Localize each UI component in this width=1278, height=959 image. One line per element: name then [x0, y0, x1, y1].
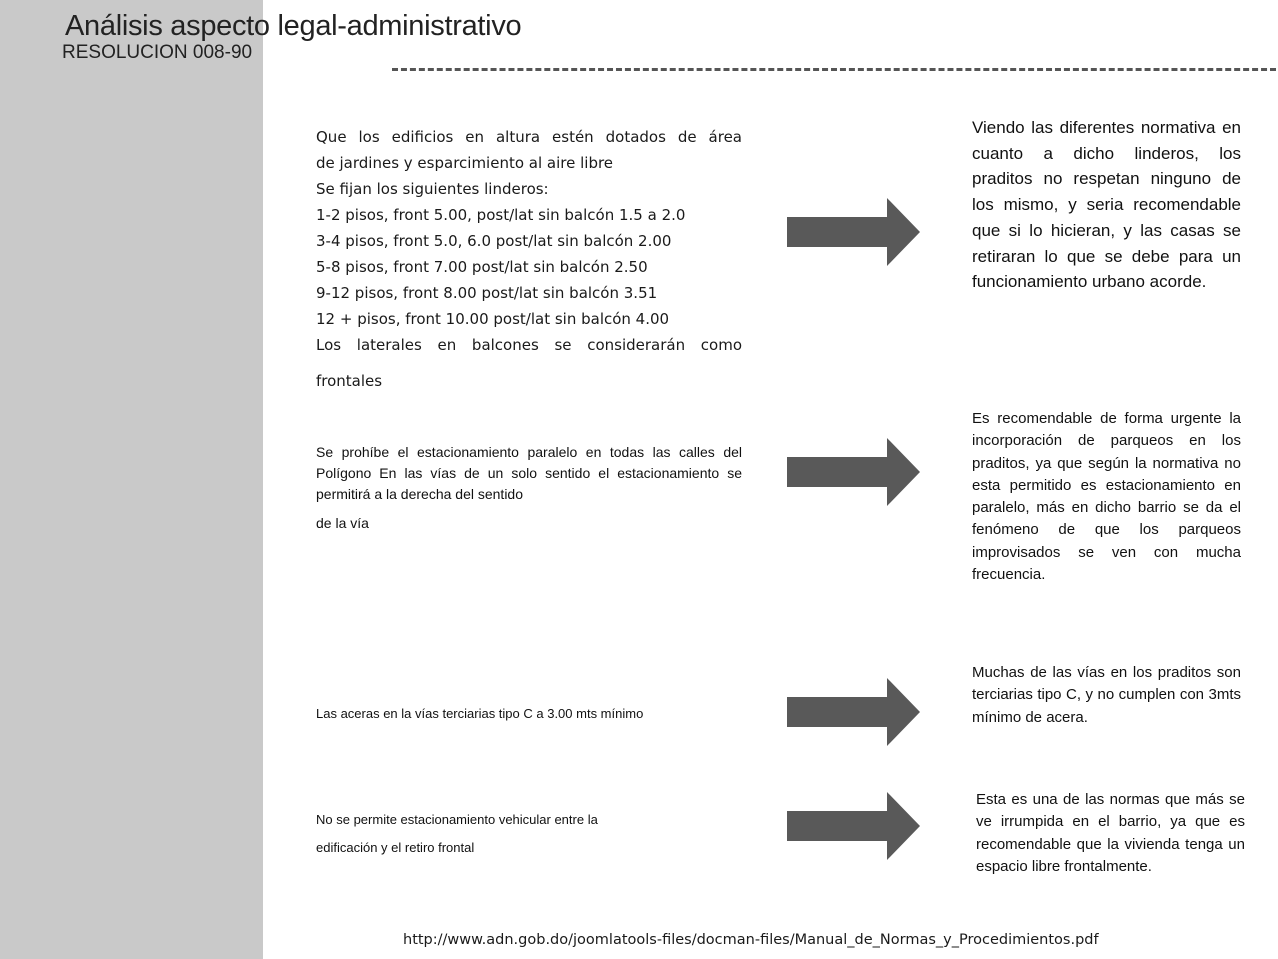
norm-estacionamiento-paralelo: [316, 442, 742, 534]
analysis-linderos: Viendo las diferentes normativa en cuanto a dicho linderos, los praditos no respetan ninguno de los mismo, y seria recomendable que si lo hicieran, y las casas se retiraran lo que se debe para un funcionamiento urbano acorde.: [972, 118, 1241, 292]
norm-text-end: de la vía: [316, 515, 369, 531]
analysis-parqueos: Es recomendable de forma urgente la incorporación de parqueos en los praditos, ya que según la normativa no esta permitido es estacionamiento en paralelo, más en dicho barrio se da el fenómeno de que los parqueos improvisados se ven con mucha frecuencia.: [972, 410, 1241, 584]
side-panel: [0, 0, 263, 959]
norm-retiro-frontal: [316, 806, 742, 862]
norm-line: 12 + pisos, front 10.00 post/lat sin balcón 4.00: [316, 310, 670, 328]
analysis-retiro-frontal: Esta es una de las normas que más se ve irrumpida en el barrio, ya que es recomendable que la vivienda tenga un espacio libre frontalmente.: [976, 791, 1245, 875]
page-subtitle: RESOLUCION 008-90: [62, 42, 253, 63]
norm-line: de jardines y esparcimiento al aire libre: [316, 154, 614, 172]
norm-linderos: [316, 124, 742, 394]
analysis-aceras: Muchas de las vías en los praditos son terciarias tipo C, y no cumplen con 3mts mínimo de acera.: [972, 664, 1241, 726]
source-link[interactable]: http://www.adn.gob.do/joomlatools-files/docman-files/Manual_de_Normas_y_Procedimientos.pdf: [403, 932, 1099, 948]
page-title: Análisis aspecto legal-administrativo: [65, 10, 522, 42]
norm-line: No se permite estacionamiento vehicular entre la: [316, 812, 598, 827]
norm-line: 3-4 pisos, front 5.0, 6.0 post/lat sin balcón 2.00: [316, 232, 672, 250]
norm-aceras: Las aceras en la vías terciarias tipo C a 3.00 mts mínimo: [316, 706, 644, 721]
norm-line: frontales: [316, 372, 383, 390]
right-arrow-icon: [787, 678, 920, 746]
norm-line: 5-8 pisos, front 7.00 post/lat sin balcón 2.50: [316, 258, 648, 276]
right-arrow-icon: [787, 198, 920, 266]
norm-line: Que los edificios en altura estén dotados de área: [316, 128, 742, 146]
right-arrow-icon: [787, 438, 920, 506]
right-arrow-icon: [787, 792, 920, 860]
norm-text: Se prohíbe el estacionamiento paralelo en todas las calles del Polígono En las vías de un solo sentido el estacionamiento se permitirá a la derecha del sentido: [316, 444, 742, 502]
norm-line: Los laterales en balcones se considerarán como: [316, 336, 742, 354]
norm-line: Se fijan los siguientes linderos:: [316, 180, 549, 198]
dashed-divider: [392, 68, 1276, 71]
norm-line: 1-2 pisos, front 5.00, post/lat sin balcón 1.5 a 2.0: [316, 206, 686, 224]
norm-line: edificación y el retiro frontal: [316, 840, 475, 855]
norm-line: 9-12 pisos, front 8.00 post/lat sin balcón 3.51: [316, 284, 658, 302]
